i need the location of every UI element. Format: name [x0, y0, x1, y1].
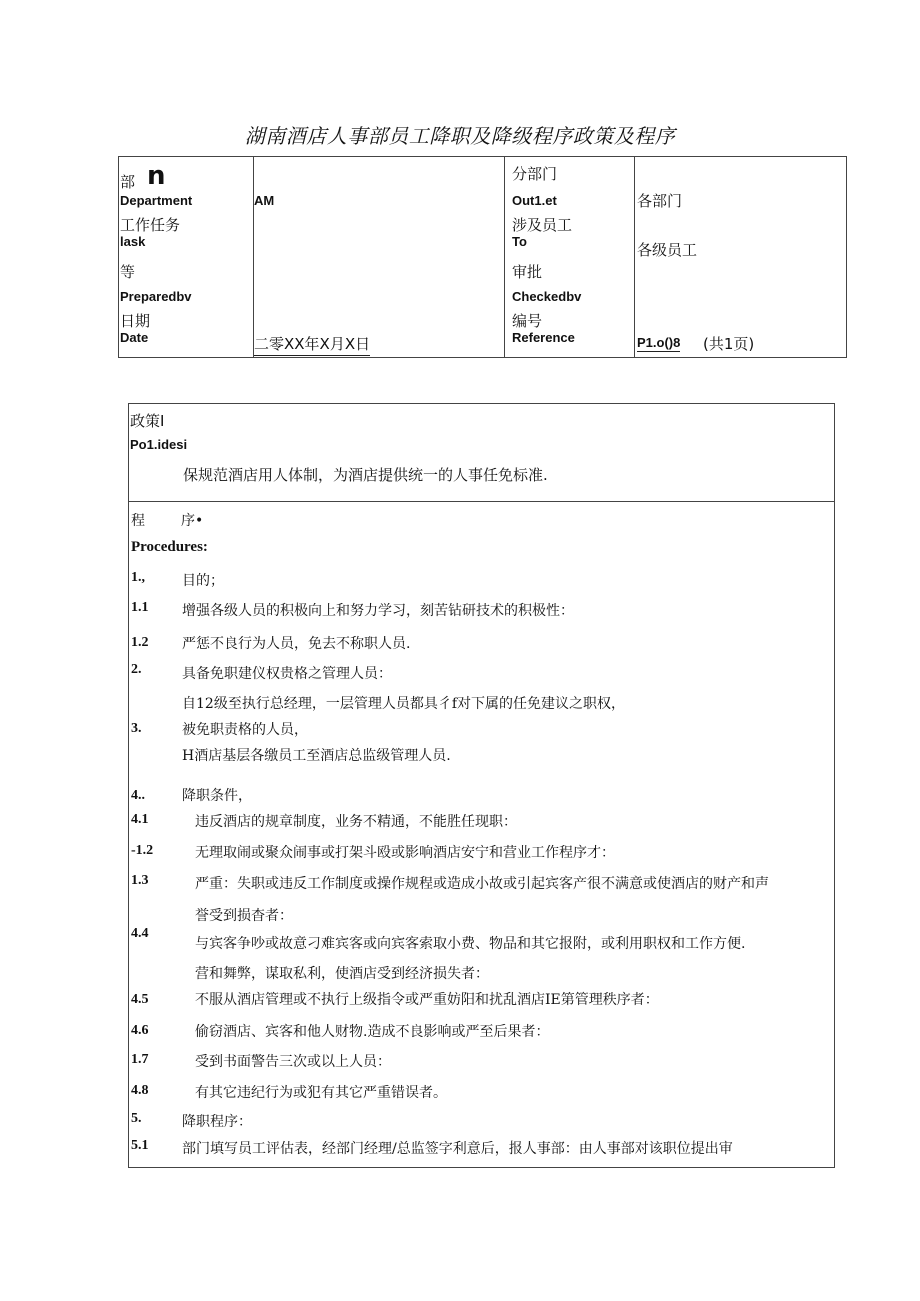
procedure-number: 5.	[131, 1111, 142, 1126]
task-label-cn: 工作任务	[120, 216, 181, 234]
procedure-text: 降职条件，	[182, 788, 252, 804]
procedure-text: 严重：失职或违反工作制度或操作规程或造成小故或引起宾客产很不满意或使酒店的财产和声	[195, 876, 769, 892]
procedure-number: 1.3	[131, 873, 149, 888]
checked-label-en: Checkedbv	[512, 289, 582, 304]
outlet-value: 各部门	[637, 192, 683, 210]
procedure-number: 4.5	[131, 992, 149, 1007]
involve-value: 各级员工	[637, 241, 698, 259]
procedures-section	[128, 500, 835, 1168]
procedure-text: 不服从酒店管理或不执行上级指令或严重妨阳和扰乱酒店IE第管理秩序者：	[195, 992, 659, 1008]
procedure-number: 2.	[131, 662, 142, 677]
policy-section	[128, 403, 835, 502]
procedures-label-cn-2: 序•	[181, 513, 204, 529]
document-title: 湖南酒店人事部员工降职及降级程序政策及程序	[244, 124, 676, 148]
procedure-number: -1.2	[131, 843, 154, 858]
procedure-text: 部门填写员工评估表，经部门经理/总监签字利意后，报人事部：由人事部对该职位提出审	[182, 1141, 733, 1157]
procedures-label-cn-1: 程	[131, 513, 145, 529]
procedure-text: 被免职责格的人员，	[182, 722, 308, 738]
page-count: (共1页)	[703, 335, 755, 353]
procedure-number: 3.	[131, 721, 142, 736]
date-label-en: Date	[120, 330, 149, 345]
procedure-text: 目的；	[182, 573, 224, 589]
procedure-number: 4.4	[131, 926, 149, 941]
procedure-text: 营和舞弊，谋取私利，使酒店受到经济损失者：	[195, 966, 489, 982]
policy-label-en: Po1.idesi	[130, 437, 188, 452]
prepared-label-en: Preparedbv	[120, 289, 192, 304]
procedure-text: 自12级至执行总经理，一层管理人员都具彳f对下属的任免建议之职权，	[182, 696, 625, 712]
divider	[634, 157, 635, 357]
procedures-label-en: Procedures:	[131, 539, 208, 555]
department-mark: n	[147, 161, 166, 191]
department-value: AM	[254, 193, 275, 208]
header-table	[118, 156, 847, 358]
procedure-text: H酒店基层各缴员工至酒店总监级管理人员.	[182, 748, 451, 764]
date-value: 二零XX年X月X日	[254, 333, 370, 356]
procedure-number: 1.7	[131, 1052, 149, 1067]
procedure-text: 严惩不良行为人员，免去不称职人员.	[182, 636, 411, 652]
procedure-text: 有其它违纪行为或犯有其它严重错误者。	[195, 1085, 447, 1101]
outlet-label-cn: 分部门	[512, 165, 558, 183]
procedure-number: 5.1	[131, 1138, 149, 1153]
reference-label-cn: 编号	[512, 312, 543, 330]
procedure-number: 4.8	[131, 1083, 149, 1098]
reference-label-en: Reference	[512, 330, 575, 345]
procedure-number: 4.6	[131, 1023, 149, 1038]
department-label-en: Department	[120, 193, 193, 208]
reference-value: P1.o()8	[637, 335, 681, 350]
checked-label-cn: 审批	[512, 263, 543, 281]
procedure-text: 具备免职建仪权贵格之管理人员：	[182, 666, 392, 682]
procedure-text: 无理取闹或聚众闹事或打架斗殴或影响酒店安宁和营业工作程序才：	[195, 845, 615, 861]
procedure-number: 1.,	[131, 570, 145, 585]
outlet-label-en: Out1.et	[512, 193, 557, 208]
date-label-cn: 日期	[120, 312, 151, 330]
procedure-text: 与宾客争吵或故意刁难宾客或向宾客索取小费、物品和其它报附，或利用职权和工作方便.	[195, 936, 746, 952]
involve-label-cn: 涉及员工	[512, 216, 573, 234]
involve-label-en: To	[512, 234, 527, 249]
procedure-number: 4.1	[131, 812, 149, 827]
procedure-text: 偷窃酒店、宾客和他人财物.造成不良影响或严至后果者：	[195, 1024, 550, 1040]
procedure-number: 4..	[131, 788, 145, 803]
procedure-number: 1.1	[131, 600, 149, 615]
divider	[504, 157, 505, 357]
task-label-en: lask	[120, 234, 146, 249]
prepared-label-cn: 等	[120, 263, 136, 281]
policy-label-cn: 政策I	[130, 412, 165, 430]
divider	[253, 157, 254, 357]
procedure-text: 誉受到损杳者：	[195, 908, 293, 924]
procedure-text: 违反酒店的规章制度，业务不精通，不能胜任现职：	[195, 814, 517, 830]
policy-text: 保规范酒店用人体制，为酒店提供统一的人事任免标准.	[183, 466, 548, 484]
procedure-text: 受到书面警告三次或以上人员：	[195, 1054, 391, 1070]
procedure-text: 增强各级人员的积极向上和努力学习，刻苦钻研技术的积极性：	[182, 603, 574, 619]
procedure-text: 降职程序：	[182, 1114, 252, 1130]
procedure-number: 1.2	[131, 635, 149, 650]
department-label-cn: 部	[120, 173, 136, 191]
